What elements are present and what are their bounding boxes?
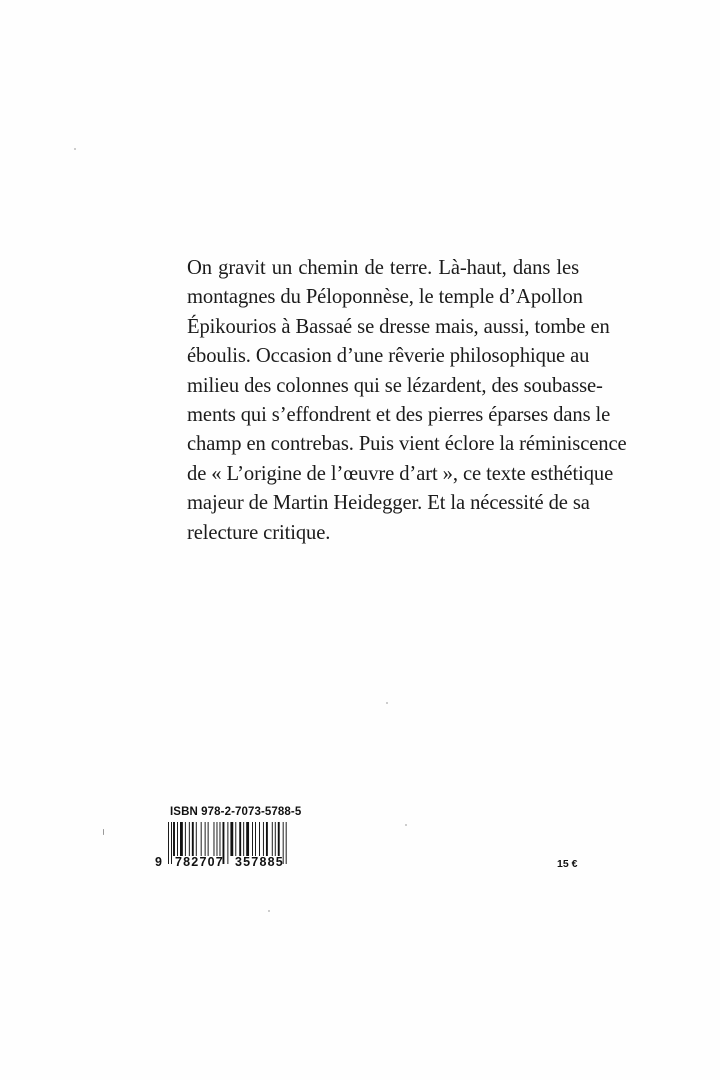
blurb-line: On gravit un chemin de terre. Là-haut, dans les (187, 257, 579, 279)
blurb-line: ments qui s’effondrent et des pierres éparses dans le (187, 404, 611, 427)
paper-speck (74, 148, 76, 150)
paper-speck (386, 702, 388, 704)
blurb-line: majeur de Martin Heidegger. Et la nécessité de sa (187, 492, 590, 515)
barcode-digits-right: 357885 (235, 855, 284, 869)
blurb-line: Épikourios à Bassaé se dresse mais, aussi, tombe en (187, 315, 610, 338)
paper-speck (268, 910, 270, 912)
blurb-line: montagnes du Péloponnèse, le temple d’Apollon (187, 286, 583, 309)
blurb-line: milieu des colonnes qui se lézardent, des soubasse- (187, 374, 603, 397)
isbn-label: ISBN 978-2-7073-5788-5 (170, 806, 302, 818)
blurb-line: champ en contrebas. Puis vient éclore la réminiscence (187, 433, 627, 456)
paper-speck (405, 824, 407, 826)
isbn-barcode-block (153, 806, 313, 878)
barcode-digits-left: 782707 (175, 855, 224, 869)
barcode-digit-first: 9 (155, 855, 162, 869)
blurb-line: éboulis. Occasion d’une rêverie philosophique au (187, 345, 590, 368)
blurb-line: relecture critique. (187, 521, 331, 544)
back-cover-blurb (187, 254, 627, 548)
paper-speck (103, 829, 104, 835)
blurb-line: de « L’origine de l’œuvre d’art », ce texte esthétique (187, 462, 614, 485)
price-label: 15 € (557, 858, 578, 870)
barcode-digits (153, 855, 313, 871)
